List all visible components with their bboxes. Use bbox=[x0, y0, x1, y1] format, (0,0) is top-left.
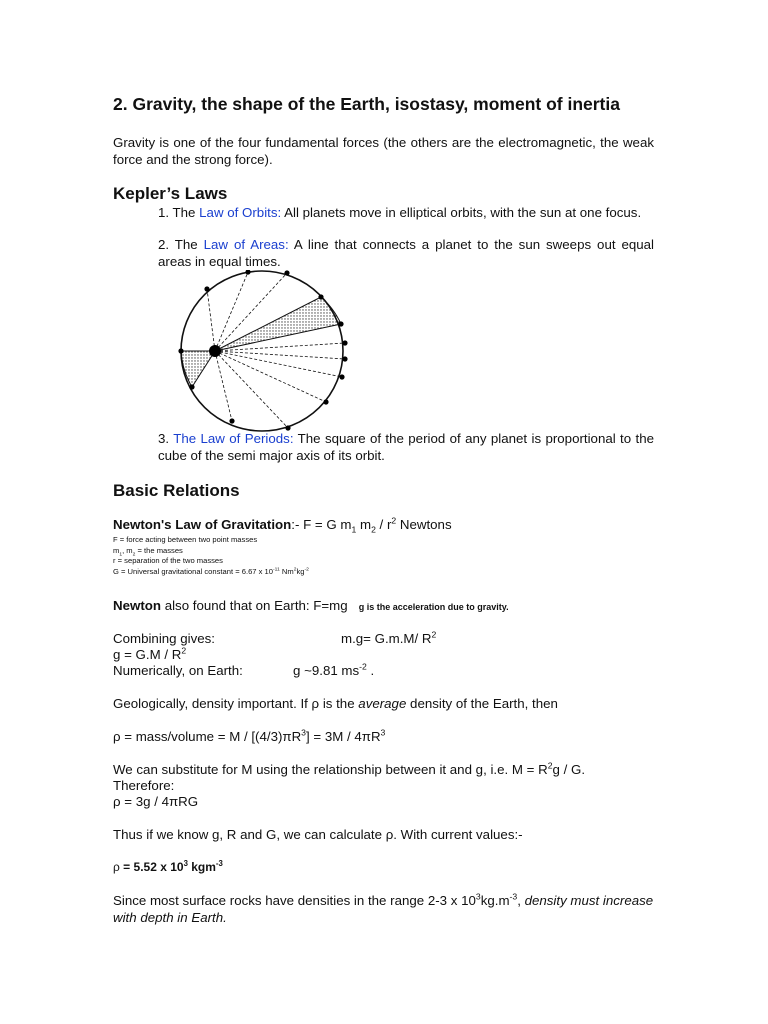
law-of-areas: 2. The Law of Areas: A line that connects a planet to the sun sweeps out equal areas in equal times. bbox=[158, 237, 654, 269]
def-force: F = force acting between two point masses bbox=[113, 535, 258, 544]
kepler-heading: Kepler’s Laws bbox=[113, 184, 228, 203]
law-of-periods: 3. The Law of Periods: The square of the period of any planet is proportional to the cube of the semi major axis of its orbit. bbox=[158, 431, 655, 463]
acceleration-note: g is the acceleration due to gravity. bbox=[358, 602, 509, 612]
combining-equation: m.g= G.m.M/ $R^2$ bbox=[341, 629, 437, 646]
law-of-areas-name: Law of Areas: bbox=[203, 237, 289, 252]
substitute-text: We can substitute for M using the relationship between it and g, i.e. $M = R^2g / G$. bbox=[113, 760, 586, 777]
g-equation: $g = G.M / R^2$ bbox=[113, 645, 187, 662]
law-of-periods-name: The Law of Periods: bbox=[173, 431, 294, 446]
swept-area-near bbox=[181, 351, 215, 387]
kepler-orbit-diagram bbox=[170, 270, 360, 432]
rho-definition: ρ = mass/volume = $M / [(4/3)\pi R^3] = 3M / 4\pi R^3$ bbox=[113, 727, 386, 744]
combining-label: Combining gives: bbox=[113, 631, 215, 646]
surface-rocks-text: Since most surface rocks have densities in the range 2-3 x $10^3kg.m^{-3}$, density must increase with depth in Earth. bbox=[113, 891, 654, 925]
newton-law-line: Newton's Law of Gravitation:- F = G $m_1$ $m_2 / r^2$ Newtons bbox=[113, 515, 452, 535]
def-masses: $m_1$, $m_2$ = the masses bbox=[113, 545, 183, 558]
geologically-text: Geologically, density important. If ρ is the average density of the Earth, then bbox=[113, 696, 558, 711]
law-of-orbits: 1. The Law of Orbits: All planets move in elliptical orbits, with the sun at one focus. bbox=[158, 205, 642, 220]
thus-text: Thus if we know g, R and G, we can calculate ρ. With current values:- bbox=[113, 827, 523, 842]
numerically-label: Numerically, on Earth: bbox=[113, 663, 243, 678]
density-value: ρ = 5.52 x $10^3$ kgm$^{-3}$ bbox=[113, 859, 223, 874]
swept-area-far bbox=[215, 297, 341, 351]
intro-paragraph: Gravity is one of the four fundamental forces (the others are the electromagnetic, the weak force and the strong force). bbox=[113, 135, 654, 167]
therefore-text: Therefore: bbox=[113, 778, 175, 793]
newton-earth-line: Newton also found that on Earth: F=mg g is the acceleration due to gravity. bbox=[113, 598, 509, 613]
def-gravitational-constant: G = Universal gravitational constant = 6.67 x $10^{-11}$ $Nm^2kg^{-2}$ bbox=[113, 566, 309, 576]
sun bbox=[209, 345, 221, 357]
law-of-orbits-name: Law of Orbits: bbox=[199, 205, 282, 220]
newton-law-label: Newton's Law of Gravitation bbox=[113, 517, 292, 532]
numerical-value: g ~9.81 $ms^{-2}$ . bbox=[293, 661, 375, 678]
definitions bbox=[113, 535, 309, 577]
rho-formula: ρ = 3g / 4πRG bbox=[113, 794, 199, 809]
def-separation: r = separation of the two masses bbox=[113, 556, 223, 565]
basic-relations-heading: Basic Relations bbox=[113, 481, 240, 500]
section-title: 2. Gravity, the shape of the Earth, isostasy, moment of inertia bbox=[113, 94, 620, 114]
